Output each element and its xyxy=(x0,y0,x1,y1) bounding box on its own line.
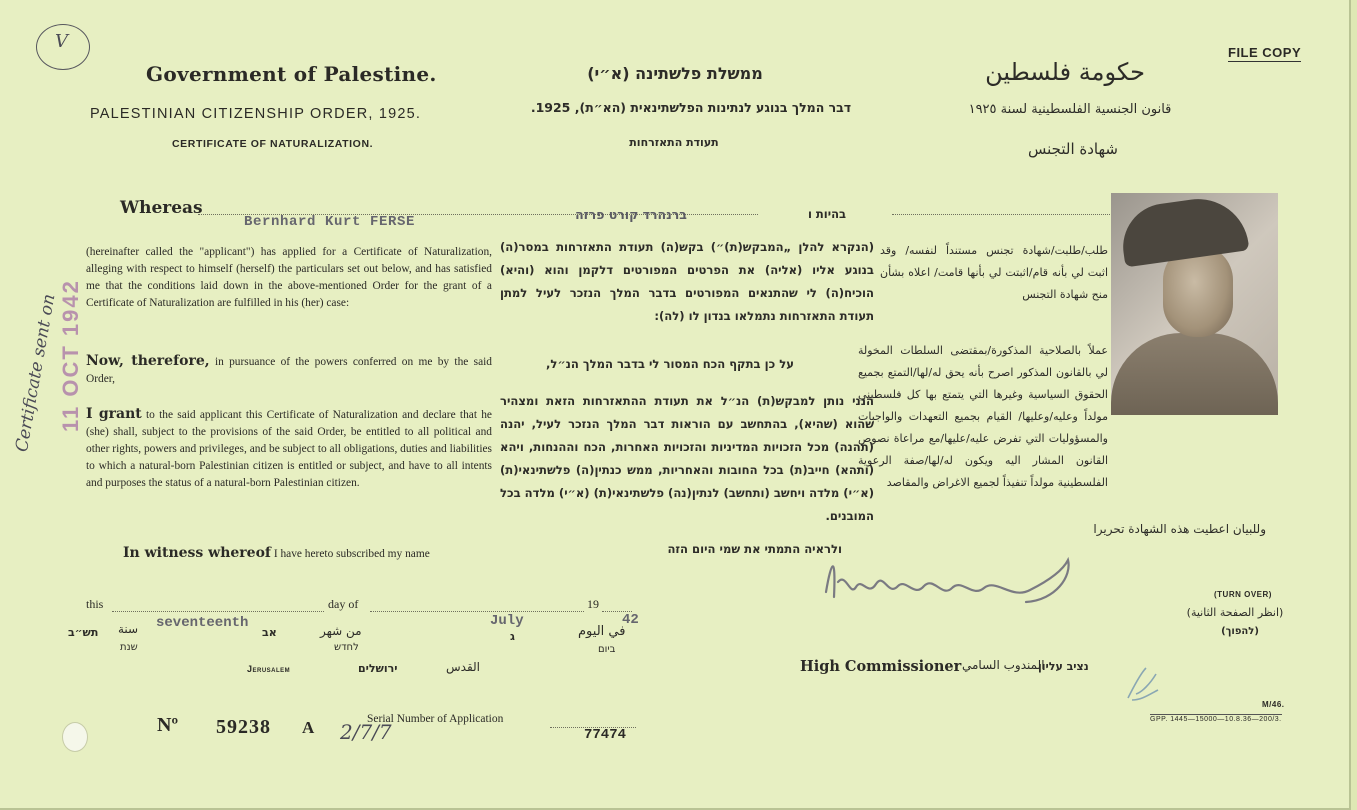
hebrew-paragraph-now: על כן בתקף הכח המסור לי בדבר המלך הנ״ל, xyxy=(546,357,794,371)
city-english: Jerusalem xyxy=(247,664,291,674)
turn-over-hebrew: (להפוך) xyxy=(1221,626,1259,637)
high-commissioner-signature xyxy=(816,542,1086,612)
now-therefore-lead: Now, therefore, xyxy=(86,353,210,369)
high-commissioner-hebrew: נציב עליון xyxy=(1038,660,1089,673)
i-grant-lead: I grant xyxy=(86,406,142,422)
handwritten-reference: 2/7/7 xyxy=(340,720,392,744)
english-paragraph-applicant: (hereinafter called the "applicant") has applied for a Certificate of Naturalization, alleging with respect to himself (herself) the particulars set out below, and has satisfied me that the conditions laid down in the above-mentioned Order for the grant of a Certificate of Naturalization are fulfilled in his (her) case: xyxy=(86,246,492,309)
hebrew-paragraph-applicant: (הנקרא להלן „המבקש(ת)״) בקש(ה) תעודת התאזרחות במסר(ה) בנוגע אליו (אליה) את הפרטים המפורטים דלקמן והוא (והיא) הוכיח(ה) לי שהתנאים המפורטים בדבר המלך הנזכר לעיל למתן תעודת התאזרחות נתמלאו בנדון לו (לה): xyxy=(500,240,874,323)
english-certificate-title: CERTIFICATE OF NATURALIZATION. xyxy=(172,138,374,150)
hebrew-witness: ולראיה התמתי את שמי היום הזה xyxy=(667,542,842,556)
received-date-stamp: 11 OCT 1942 xyxy=(58,279,83,432)
witness-lead: In witness whereof xyxy=(123,545,271,561)
hebrew-government-title: ממשלת פלשתינה (א״י) xyxy=(587,64,763,83)
date-day-of-label: day of xyxy=(328,597,359,611)
arabic-month-label: من شهر xyxy=(320,624,362,638)
form-code: M/46. xyxy=(1262,700,1285,709)
english-order-title: PALESTINIAN CITIZENSHIP ORDER, 1925. xyxy=(90,106,422,122)
arabic-government-title: حكومة فلسطين xyxy=(985,58,1145,86)
hebrew-month-label: לחדש xyxy=(334,642,359,653)
city-arabic: القدس xyxy=(446,660,481,674)
arabic-order-title: قانون الجنسية الفلسطينية لسنة ١٩٢٥ xyxy=(968,102,1172,117)
serial-number-value: 77474 xyxy=(584,727,627,743)
date-year-prefix: 19 xyxy=(587,597,599,611)
hebrew-day-number: ג xyxy=(510,630,515,643)
date-day-value: seventeenth xyxy=(156,615,249,631)
english-paragraph-grant xyxy=(86,406,492,492)
applicant-photo xyxy=(1111,193,1278,415)
date-month-dotted-line xyxy=(370,611,584,612)
file-copy-label: FILE COPY xyxy=(1228,45,1302,60)
certificate-number: 59238 xyxy=(216,716,271,738)
margin-mark-letter: V xyxy=(55,31,68,52)
arabic-witness: وللبيان اعطيت هذه الشهادة تحريرا xyxy=(1093,522,1266,536)
date-day-dotted-line xyxy=(112,611,324,612)
arabic-whereas-dotted-line xyxy=(892,214,1110,215)
punch-hole xyxy=(62,722,88,752)
arabic-paragraph-grant: عملاً بالصلاحية المذكورة/بمقتضى السلطات المخولة لي بالقانون المذكور اصرح بأنه يحق له/لها/التمتع بجميع الحقوق السياسية وغيرها التي يتمتع بها كل فلسطيني مولداً وعليه/وعليها/ القيام بجميع التعهدات والواجبات والمسؤوليات التي تفرض عليه/عليها/مع مراعاة نصوص القانون المشار اليه ويكون له/لها/صفة الرعوية الفلسطينية مولداً تنفيذاً لجميع الاغراض والمقاصد xyxy=(858,344,1108,489)
hebrew-day-label: ביום xyxy=(598,644,616,655)
margin-handwritten-note: Certificate sent on xyxy=(12,292,60,454)
applicant-name-typed: Bernhard Kurt FERSE xyxy=(244,214,416,230)
arabic-certificate-title: شهادة التجنس xyxy=(1028,140,1118,158)
certificate-series: A xyxy=(302,718,315,737)
turn-over-arabic: (انظر الصفحة الثانية) xyxy=(1186,606,1284,619)
now-therefore-text: in pursuance of the powers conferred on me by the said Order, xyxy=(86,356,492,385)
turn-over-english: (TURN OVER) xyxy=(1214,590,1272,599)
city-hebrew: ירושלים xyxy=(358,662,398,675)
serial-number-label: Serial Number of Application xyxy=(367,713,504,725)
date-month-value: July xyxy=(490,613,524,629)
hebrew-applicant-name: ברנהרד קורט פרזה xyxy=(575,207,687,222)
arabic-day-label: في اليوم xyxy=(578,624,626,639)
date-this-label: this xyxy=(86,597,104,611)
hebrew-year-value: תש״ב xyxy=(68,626,99,639)
high-commissioner-arabic: المندوب السامي xyxy=(962,658,1045,672)
hebrew-certificate-title: תעודת התאזרחות xyxy=(629,136,719,149)
hebrew-paragraph-grant: הנני נותן למבקש(ת) הנ״ל את תעודת ההתאזרחות הזאת ומצהיר שהוא (שהיא), בהתחשב עם הוראות דבר המלך הנזכר לעיל, יהנה (תהנה) מכל הזכויות המדיניות והזכויות האחרות, הכח וההנחות, ויהא (ותהא) חייב(ת) בכל החובות והאחריות, ממש כנתין(ה) פלשתינאי(ת) (א״י) מלדה ויחשב (ותחשב) לנתין(נה) פלשתינאי(ת) (א״י) מלדה בכל המובנים. xyxy=(499,394,874,523)
hebrew-whereas: בהיות ו xyxy=(807,207,846,221)
hebrew-month-value: אב xyxy=(262,626,277,639)
printer-code: GPP. 1445—15000—10.8.36—200/3. xyxy=(1150,716,1282,723)
certificate-number-label: Nº xyxy=(157,714,179,736)
arabic-year-label: سنة xyxy=(118,622,139,636)
arabic-paragraph-applicant: طلب/طلبت/شهادة تجنس مستنداً لنفسه/ وقد اثبت لي بأنه قام/اثبتت لي بأنها قامت/ اعلاه بشأن منح شهادة التجنس xyxy=(880,244,1108,301)
english-paragraph-now xyxy=(86,353,492,388)
i-grant-text: to the said applicant this Certificate of Naturalization and declare that he (she) shall, subject to the provisions of the said Order, be entitled to all political and other rights, powers and privileges, and be subject to all obligations, duties and liabilities to which a natural-born Palestinian citizen is entitled or subject, and have to all intents and purposes the status of a natural-born Palestinian citizen. xyxy=(86,409,492,489)
date-year-value: 42 xyxy=(622,612,639,628)
english-government-title: Government of Palestine. xyxy=(146,62,437,86)
english-paragraph-witness xyxy=(123,545,503,563)
english-whereas: Whereas xyxy=(120,198,203,218)
hebrew-order-title: דבר המלך בנוגע לנתינות הפלשתינאית (הא״ת), 1925. xyxy=(530,100,852,115)
hebrew-year-label: שנת xyxy=(120,642,138,653)
witness-text: I have hereto subscribed my name xyxy=(273,548,430,560)
initials-mark xyxy=(1122,664,1162,704)
high-commissioner-label: High Commissioner xyxy=(800,658,962,675)
